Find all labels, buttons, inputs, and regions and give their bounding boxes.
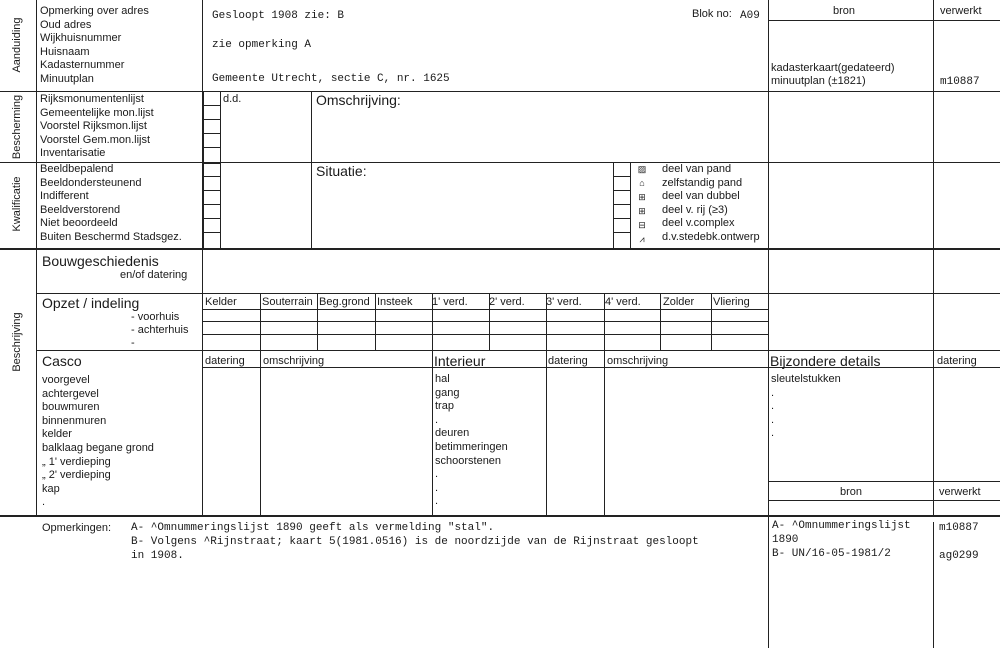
divider	[613, 176, 630, 177]
deel-van-dubbel-icon: ⊞	[638, 192, 646, 202]
stedebk-ontwerp-icon: ⩘	[639, 234, 645, 244]
casco-item: voorgevel	[42, 374, 90, 386]
floor-header: 4' verd.	[605, 296, 641, 308]
divider	[613, 190, 630, 191]
casco-item: kelder	[42, 428, 72, 441]
bijzondere-item: .	[771, 413, 775, 426]
divider	[432, 350, 433, 515]
interieur-label: Interieur	[434, 353, 486, 369]
interieur-item: trap	[435, 400, 454, 413]
bron-line: kadasterkaart(gedateerd)	[771, 62, 895, 74]
casco-label: Casco	[42, 353, 82, 369]
bijzondere-label: Bijzondere details	[770, 353, 881, 369]
interieur-item: deuren	[435, 427, 470, 440]
divider	[933, 0, 934, 515]
datering-label: en/of datering	[120, 269, 188, 281]
interieur-item: .	[435, 481, 439, 494]
divider	[768, 0, 769, 648]
divider	[203, 190, 220, 191]
bouwgeschiedenis-label: Bouwgeschiedenis	[42, 253, 159, 269]
divider	[203, 218, 220, 219]
interieur-item: .	[435, 413, 439, 426]
gesloopt-text: Gesloopt 1908 zie: B	[212, 10, 345, 22]
divider	[613, 204, 630, 205]
label: Beeldverstorend	[40, 203, 121, 216]
divider	[36, 0, 37, 250]
divider	[203, 232, 220, 233]
opmerking-line: A- ^Omnummeringslijst 1890 geeft als vermelding "stal".	[131, 522, 495, 534]
situatie-item: zelfstandig pand	[662, 176, 743, 189]
floor-header: Beg.grond	[319, 296, 370, 308]
divider	[260, 350, 261, 515]
divider	[202, 321, 768, 322]
divider	[203, 204, 220, 205]
divider	[0, 515, 1000, 517]
label: Niet beoordeeld	[40, 217, 118, 230]
divider	[375, 294, 376, 350]
kwalificatie-labels	[40, 163, 182, 245]
interieur-item: betimmeringen	[435, 440, 508, 453]
label: Voorstel Gem.mon.lijst	[40, 133, 151, 146]
deel-van-pand-icon: ▨	[637, 164, 647, 174]
interieur-items	[435, 373, 508, 509]
opmerking-bron: B- UN/16-05-1981/2	[772, 548, 891, 560]
bijzondere-datering-header: datering	[937, 355, 977, 367]
checkbox-column	[203, 91, 221, 164]
label: Kadasternummer	[40, 59, 125, 72]
bijzondere-item: .	[771, 386, 775, 399]
situatie-label: Situatie:	[316, 163, 367, 179]
dd-label: d.d.	[223, 93, 242, 105]
label: Huisnaam	[40, 45, 90, 58]
divider	[202, 334, 768, 335]
situatie-item: d.v.stedebk.ontwerp	[662, 230, 760, 243]
kadaster-text: Gemeente Utrecht, sectie C, nr. 1625	[212, 73, 450, 85]
opmerking-verwerkt: ag0299	[939, 550, 979, 562]
divider	[203, 133, 220, 134]
label: Indifferent	[40, 190, 89, 203]
divider	[203, 147, 220, 148]
label: Oud adres	[40, 18, 92, 31]
opzet-label: Opzet / indeling	[42, 295, 140, 311]
opmerking-line: B- Volgens ^Rijnstraat; kaart 5(1981.0516) is de noordzijde van de Rijnstraat gesloopt	[131, 536, 699, 548]
interieur-item: hal	[435, 373, 450, 385]
interieur-item: .	[435, 495, 439, 508]
divider	[0, 248, 1000, 250]
divider	[604, 350, 605, 515]
floor-header: 2' verd.	[489, 296, 525, 308]
divider	[260, 294, 261, 350]
divider	[203, 176, 220, 177]
casco-item: .	[42, 496, 46, 509]
divider	[768, 20, 1000, 21]
label: Beeldbepalend	[40, 163, 114, 175]
floor-header: Insteek	[377, 296, 413, 308]
floor-header: 3' verd.	[546, 296, 582, 308]
section-label-beschrijving: Beschrijving	[11, 312, 23, 372]
section-label-bescherming: Bescherming	[11, 94, 23, 160]
label: Inventarisatie	[40, 147, 106, 160]
interieur-item: schoorstenen	[435, 454, 502, 467]
blok-label: Blok no:	[692, 8, 732, 20]
divider	[711, 294, 712, 350]
divider	[768, 481, 1000, 482]
label: Opmerking over adres	[40, 5, 149, 17]
divider	[768, 500, 1000, 501]
label: Rijksmonumentenlijst	[40, 93, 144, 105]
opzet-row-label: -	[131, 337, 135, 349]
floor-header: 1' verd.	[432, 296, 468, 308]
divider	[203, 119, 220, 120]
label: Minuutplan	[40, 72, 94, 85]
bijzondere-item: sleutelstukken	[771, 373, 841, 385]
opmerking-line: in 1908.	[131, 550, 184, 562]
casco-item: balklaag begane grond	[42, 441, 154, 454]
casco-item: binnenmuren	[42, 414, 107, 427]
situatie-item: deel van pand	[662, 163, 732, 175]
divider	[546, 350, 547, 515]
floor-header: Kelder	[205, 296, 237, 308]
opmerking-bron: A- ^Omnummeringslijst	[772, 520, 911, 532]
bron-line: minuutplan (±1821)	[771, 75, 866, 87]
bijzondere-items	[771, 373, 841, 441]
floor-header: Zolder	[663, 296, 695, 308]
bijzondere-item: .	[771, 427, 775, 440]
opzet-row-label: - voorhuis	[131, 311, 180, 323]
bescherming-labels	[40, 93, 154, 161]
zie-opmerking-text: zie opmerking A	[212, 39, 312, 51]
floor-header: Vliering	[713, 296, 750, 308]
divider	[933, 522, 934, 648]
situatie-items	[662, 163, 760, 245]
casco-omschrijving-header: omschrijving	[263, 355, 325, 367]
casco-item: achtergevel	[42, 387, 99, 400]
casco-item: „ 2' verdieping	[42, 469, 111, 482]
opmerking-verwerkt: m10887	[939, 522, 979, 534]
section-label-kwalificatie: Kwalificatie	[11, 176, 23, 232]
verwerkt-header-lower: verwerkt	[939, 486, 981, 498]
interieur-item: .	[435, 468, 439, 481]
bron-header: bron	[833, 5, 856, 17]
casco-item: bouwmuren	[42, 401, 100, 414]
verwerkt-value: m10887	[940, 76, 980, 88]
verwerkt-header: verwerkt	[940, 5, 982, 17]
casco-datering-header: datering	[205, 355, 245, 367]
label: Gemeentelijke mon.lijst	[40, 106, 154, 119]
interieur-item: gang	[435, 386, 460, 399]
casco-items	[42, 374, 154, 510]
situatie-item: deel v. rij (≥3)	[662, 203, 728, 216]
divider	[660, 294, 661, 350]
label: Wijkhuisnummer	[40, 32, 122, 45]
interieur-omschrijving-header: omschrijving	[607, 355, 669, 367]
label: Voorstel Rijksmon.lijst	[40, 120, 147, 133]
divider	[202, 250, 203, 350]
divider	[36, 293, 1000, 294]
blok-value: A09	[740, 10, 760, 22]
interieur-datering-header: datering	[548, 355, 588, 367]
opmerkingen-label: Opmerkingen:	[42, 522, 112, 534]
bron-header-lower: bron	[840, 486, 863, 498]
divider	[202, 309, 768, 310]
divider	[203, 105, 220, 106]
aanduiding-labels	[40, 5, 149, 87]
divider	[202, 350, 203, 515]
divider	[317, 294, 318, 350]
deel-v-complex-icon: ⊟	[638, 220, 646, 230]
omschrijving-label: Omschrijving:	[316, 92, 401, 108]
label: Beeldondersteunend	[40, 176, 142, 189]
divider	[36, 350, 1000, 351]
label: Buiten Beschermd Stadsgez.	[40, 230, 182, 243]
zelfstandig-pand-icon: ⌂	[639, 178, 645, 188]
divider	[613, 232, 630, 233]
section-label-aanduiding: Aanduiding	[11, 17, 23, 73]
casco-item: „ 1' verdieping	[42, 455, 111, 468]
situatie-item: deel v.complex	[662, 217, 735, 230]
opzet-row-label: - achterhuis	[131, 324, 189, 336]
situatie-item: deel van dubbel	[662, 190, 740, 203]
deel-v-rij-icon: ⊞	[638, 206, 646, 216]
bijzondere-item: .	[771, 400, 775, 413]
divider	[311, 91, 312, 248]
divider	[613, 218, 630, 219]
divider	[0, 91, 1000, 92]
floor-header: Souterrain	[262, 296, 313, 308]
casco-item: kap	[42, 482, 60, 495]
opmerking-bron: 1890	[772, 534, 799, 546]
divider	[36, 250, 37, 515]
